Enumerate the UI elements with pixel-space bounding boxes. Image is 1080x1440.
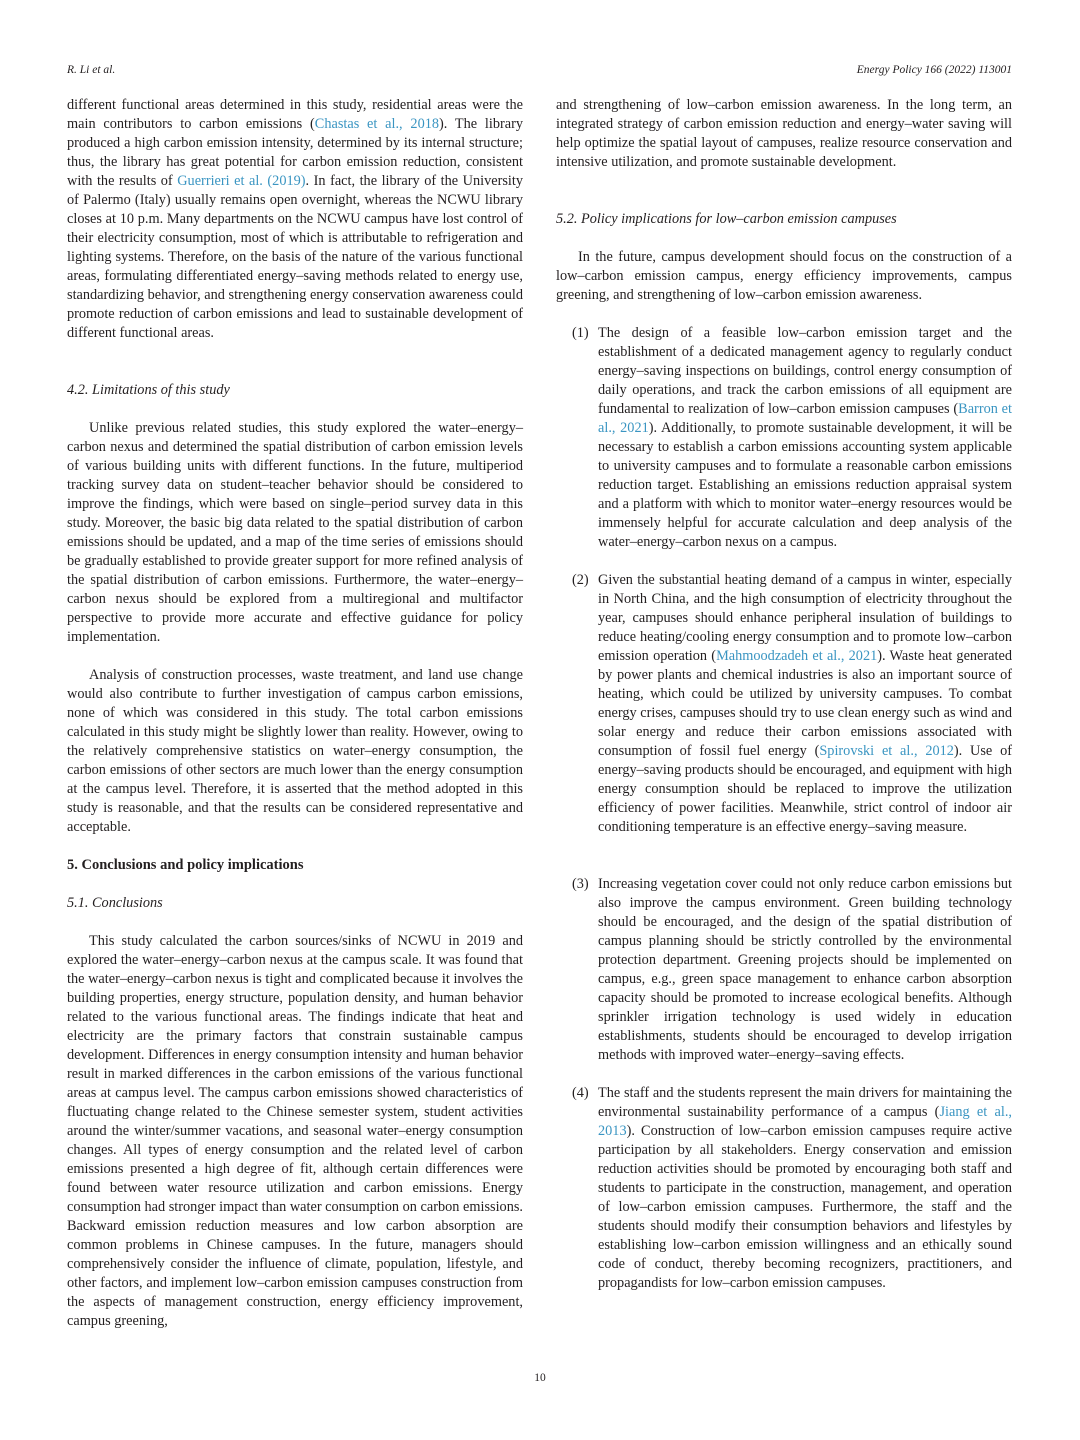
text-run: . In fact, the library of the University of Palermo (Italy) usually remains open overnight, whereas the NCWU library closes at 10 p.m. Many departments on the NCWU campus have lost control of their electricity consumption, most of which is attributable to refrigeration and lighting systems. Therefore, on the basis of the nature of the various functional areas, formulating differentiated energy–saving methods related to energy use, standardizing behavior, and strengthening energy conservation awareness could promote reduction of carbon emissions and lead to sustainable development of different functional areas. [67, 173, 523, 341]
list-number: (2) [572, 572, 589, 588]
list-item-text [598, 875, 1012, 1065]
list-item-text [598, 324, 1012, 552]
running-header-journal: Energy Policy 166 (2022) 113001 [856, 64, 1012, 76]
list-item-text [598, 571, 1012, 837]
list-number: (3) [572, 876, 589, 892]
text-run: ). Additionally, to promote sustainable development, it will be necessary to establish a carbon emissions accounting system applicable to university campuses and to formulate a reasonable carbon emissions reduction target. Establishing an emissions reduction appraisal system and a platform with which to monitor water–energy resources would be immensely helpful for accurate calculation and deep analysis of the water–energy–carbon nexus on a campus. [598, 420, 1013, 550]
text-run: ). Waste heat generated by power plants and chemical industries is also an important source of heating, which could be utilized by university campuses. To combat energy crises, campuses should try to use clean energy such as wind and solar energy and reduce their carbon emissions associated with consumption of fossil fuel energy ( [598, 648, 1012, 759]
citation-link[interactable]: Jiang et al., 2013 [598, 1104, 1012, 1139]
list-number: (4) [572, 1085, 589, 1101]
text-run: The design of a feasible low–carbon emission target and the establishment of a dedicated management agency to regularly conduct energy–saving inspections on buildings, control energy consumption of daily operations, and track the carbon emissions of all equipment are fundamental to realization of low–carbon emission campuses ( [598, 325, 1012, 417]
list-number: (1) [572, 325, 589, 341]
paragraph-limitations-2 [67, 666, 523, 837]
text-run: and strengthening of low–carbon emission awareness. In the long term, an integrated strategy of carbon emission reduction and energy–water saving will help optimize the spatial layout of campuses, realize resource conservation and intensive utilization, and promote sustainable development. [556, 97, 1012, 170]
policy-list-item-3 [556, 875, 1012, 1065]
paragraph-policy-intro [556, 248, 1012, 305]
text-run: Increasing vegetation cover could not only reduce carbon emissions but also improve the campus environment. Green building technology should be encouraged, and the design of the spatial distribution of campus planning should be strictly controlled by the environmental protection department. Greening projects should be implemented on campus, e.g., green space management to enhance carbon absorption capacity should be promoted to increase ecological benefits. Although sprinkler irrigation technology is used widely in education establishments, students should be encouraged to develop irrigation methods with improved water–energy–saving effects. [598, 876, 1012, 1063]
paragraph-continuation [556, 96, 1012, 172]
section-heading-5-1: 5.1. Conclusions [67, 895, 163, 911]
paragraph-limitations-1 [67, 419, 523, 647]
section-heading-5: 5. Conclusions and policy implications [67, 857, 304, 873]
text-run: ). Use of energy–saving products should be encouraged, and equipment with high energy consumption should be replaced to improve the utilization efficiency of power facilities. Meanwhile, strict control of indoor air conditioning temperature is an effective energy–saving measure. [598, 743, 1012, 835]
running-header-authors: R. Li et al. [67, 64, 116, 76]
citation-link[interactable]: Guerrieri et al. (2019) [177, 173, 306, 189]
paragraph-functional-areas [67, 96, 523, 343]
text-run: ). The library produced a high carbon emission intensity, determined by its internal structure; thus, the library has great potential for carbon emission reduction, consistent with the results of [67, 116, 524, 189]
text-run: The staff and the students represent the main drivers for maintaining the environmental sustainability performance of a campus ( [598, 1085, 1012, 1120]
paragraph-conclusions [67, 932, 523, 1331]
citation-link[interactable]: Mahmoodzadeh et al., 2021 [716, 648, 878, 664]
citation-link[interactable]: Barron et al., 2021 [598, 401, 1013, 436]
text-run: Given the substantial heating demand of a campus in winter, especially in North China, and the high consumption of electricity throughout the year, campuses should enhance peripheral insulation of buildings to reduce heating/cooling energy consumption and to promote low–carbon emission operation ( [598, 572, 1012, 664]
policy-list-item-4 [556, 1084, 1012, 1293]
text-run: In the future, campus development should focus on the construction of a low–carbon emission campus, energy efficiency improvements, campus greening, and strengthening of low–carbon emission awareness. [556, 249, 1012, 303]
section-heading-4-2: 4.2. Limitations of this study [67, 382, 230, 398]
text-run: different functional areas determined in this study, residential areas were the main contributors to carbon emissions ( [67, 97, 523, 132]
policy-list-item-2 [556, 571, 1012, 837]
text-run: Unlike previous related studies, this study explored the water–energy–carbon nexus and determined the spatial distribution of carbon emission levels of various building units with different functions. In the future, multiperiod tracking survey data on student–teacher behavior should be considered to improve the findings, which were based on single–period survey data in this study. Moreover, the basic big data related to the spatial distribution of carbon emissions should be updated, and a map of the time series of emissions should be gradually established to provide greater support for more refined analysis of the spatial distribution of carbon emissions. Furthermore, the water–energy–carbon nexus should be explored from a multiregional and multifactor perspective to provide more accurate and effective guidance for policy implementation. [67, 420, 523, 645]
policy-list-item-1 [556, 324, 1012, 552]
text-run: This study calculated the carbon sources/sinks of NCWU in 2019 and explored the water–energy–carbon nexus at the campus scale. It was found that the water–energy–carbon nexus is tight and complicated because it involves the building properties, energy structure, population density, and human behavior related to the various functional areas. The findings indicate that heat and electricity are the primary factors that constrain sustainable campus development. Differences in energy consumption intensity and human behavior result in marked differences in the carbon emissions of the various functional areas at campus level. The campus carbon emissions showed characteristics of fluctuating change related to the Chinese semester system, student activities around the winter/summer vacations, and seasonal water–energy consumption changes. All types of energy consumption and the related level of carbon emissions presented a high degree of fit, although certain differences were found between water resource utilization and carbon emissions. Energy consumption had stronger impact than water consumption on carbon emissions. Backward emission reduction measures and low carbon absorption are common problems in Chinese campuses. In the future, managers should comprehensively consider the influence of climate, population, lifestyle, and other factors, and implement low–carbon emission campuses construction from the aspects of management construction, energy efficiency improvement, campus greening, [67, 933, 523, 1329]
page-number: 10 [534, 1372, 546, 1384]
list-item-text [598, 1084, 1012, 1293]
citation-link[interactable]: Spirovski et al., 2012 [819, 743, 954, 759]
text-run: ). Construction of low–carbon emission campuses require active participation by all stakeholders. Energy conservation and emission reduction activities should be promoted by encouraging both staff and students to participate in the construction, management, and operation of low–carbon emission campuses. Furthermore, the staff and the students should modify their consumption behaviors and lifestyles by establishing low–carbon emission willingness and an ethically sound code of conduct, thereby becoming recognizers, practitioners, and propagandists for low–carbon emission campuses. [598, 1123, 1012, 1291]
text-run: Analysis of construction processes, waste treatment, and land use change would also contribute to further investigation of campus carbon emissions, none of which was considered in this study. The total carbon emissions calculated in this study might be slightly lower than reality. However, owing to the relatively comprehensive statistics on water–energy consumption, the carbon emissions of other sectors are much lower than the energy consumption at the campus level. Therefore, it is asserted that the method adopted in this study is reasonable, and that the results can be considered representative and acceptable. [67, 667, 523, 835]
section-heading-5-2: 5.2. Policy implications for low–carbon emission campuses [556, 211, 897, 227]
citation-link[interactable]: Chastas et al., 2018 [314, 116, 440, 132]
